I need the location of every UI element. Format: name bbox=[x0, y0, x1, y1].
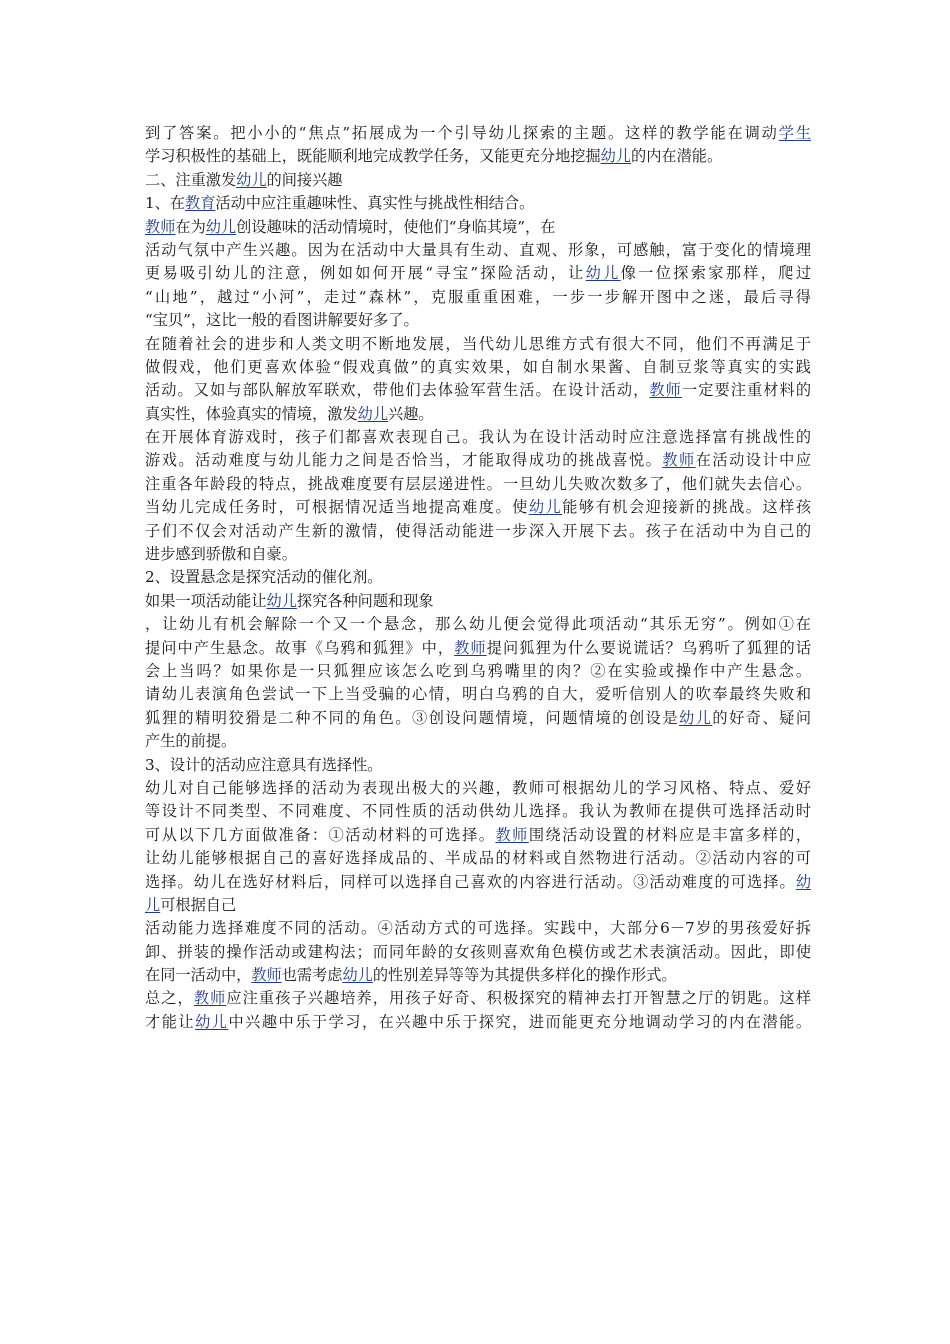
text-run: 围绕活动设置的材料应是丰富多样的， bbox=[528, 825, 811, 844]
text-line bbox=[145, 871, 811, 894]
text-run: 幼儿对自己能够选择的活动为表现出极大的兴趣，教师可根据幼儿的学习风格、特点、爱好 bbox=[145, 778, 811, 797]
text-line bbox=[145, 847, 811, 870]
keyword-link[interactable]: 幼儿 bbox=[205, 217, 237, 236]
text-run: 会上当吗？如果你是一只狐狸应该怎么吃到乌鸦嘴里的肉？②在实验或操作中产生悬念。 bbox=[145, 661, 811, 680]
text-line bbox=[145, 590, 811, 613]
text-run: 创设趣味的活动情境时，使他们“身临其境”，在 bbox=[236, 217, 556, 236]
text-run: ，让幼儿有机会解除一个又一个悬念，那么幼儿便会觉得此项活动“其乐无穷”。例如①在 bbox=[145, 615, 811, 634]
text-run: 3、设计的活动应注意具有选择性。 bbox=[145, 755, 383, 774]
text-line bbox=[145, 754, 811, 777]
keyword-link[interactable]: 幼儿 bbox=[528, 498, 563, 517]
text-run: 1、在 bbox=[145, 194, 186, 213]
document-body bbox=[145, 122, 811, 1034]
text-run: 可根据自己 bbox=[160, 895, 237, 914]
keyword-link[interactable]: 幼儿 bbox=[342, 966, 373, 985]
text-line bbox=[145, 496, 811, 519]
text-line bbox=[145, 145, 811, 168]
text-run: 中兴趣中乐于学习，在兴趣中乐于探究，进而能更充分地调动学习的内在潜能。 bbox=[228, 1012, 811, 1031]
text-run: 2、设置悬念是探究活动的催化剂。 bbox=[145, 568, 383, 587]
text-run: “宝贝”，这比一般的看图讲解要好多了。 bbox=[145, 311, 419, 330]
text-run: 让幼儿能够根据自己的喜好选择成品的、半成品的材料或自然物进行活动。②活动内容的可 bbox=[145, 849, 811, 868]
keyword-link[interactable]: 学生 bbox=[778, 124, 812, 142]
text-run: 像一位探索家那样，爬过 bbox=[620, 264, 812, 283]
text-line bbox=[145, 941, 811, 964]
text-line bbox=[145, 707, 811, 730]
text-run: 在活动设计中应 bbox=[695, 451, 811, 470]
text-run: 当幼儿完成任务时，可根据情况适当地提高难度。使 bbox=[145, 498, 529, 517]
text-line bbox=[145, 239, 811, 262]
text-line bbox=[145, 473, 811, 496]
keyword-link[interactable]: 教师 bbox=[251, 966, 282, 985]
text-line bbox=[145, 917, 811, 940]
text-line bbox=[145, 403, 811, 426]
text-line bbox=[145, 379, 811, 402]
keyword-link[interactable]: 教师 bbox=[495, 825, 529, 844]
text-run: 做假戏，他们更喜欢体验“假戏真做”的真实效果，如自制水果酱、自制豆浆等真实的实践 bbox=[145, 357, 811, 376]
text-run: 的内在潜能。 bbox=[631, 147, 723, 166]
keyword-link[interactable]: 幼儿 bbox=[357, 404, 388, 423]
text-line bbox=[145, 520, 811, 543]
text-run: 提问狐狸为什么要说谎话？乌鸦听了狐狸的话 bbox=[486, 638, 812, 657]
keyword-link[interactable]: 幼儿 bbox=[236, 170, 267, 189]
text-run: 的间接兴趣 bbox=[266, 170, 343, 189]
text-run: 兴趣。 bbox=[388, 404, 434, 423]
text-line bbox=[145, 356, 811, 379]
text-run: 的好奇、疑问 bbox=[712, 708, 811, 727]
text-line bbox=[145, 192, 811, 215]
keyword-link[interactable]: 儿 bbox=[145, 895, 161, 914]
text-run: 总之， bbox=[145, 989, 194, 1008]
text-line bbox=[145, 964, 811, 987]
text-line bbox=[145, 683, 811, 706]
text-line bbox=[145, 777, 811, 800]
text-run: 真实性，体验真实的情境，激发 bbox=[145, 404, 358, 423]
keyword-link[interactable]: 教师 bbox=[454, 638, 487, 657]
text-run: 也需考虑 bbox=[281, 966, 343, 985]
keyword-link[interactable]: 幼儿 bbox=[679, 708, 713, 727]
text-line bbox=[145, 730, 811, 753]
text-run: 更易吸引幼儿的注意，例如如何开展“寻宝”探险活动，让 bbox=[145, 264, 586, 283]
text-line bbox=[145, 987, 811, 1010]
keyword-link[interactable]: 幼儿 bbox=[585, 264, 621, 283]
text-run: 活动。又如与部队解放军联欢，带他们去体验军营生活。在设计活动， bbox=[145, 381, 650, 400]
text-run: 提问中产生悬念。故事《乌鸦和狐狸》中， bbox=[145, 638, 455, 657]
text-run: 卸、拼装的操作活动或建构法；而同年龄的女孩则喜欢角色模仿或艺术表演活动。因此，即使 bbox=[145, 942, 811, 961]
text-line bbox=[145, 262, 811, 285]
text-line bbox=[145, 637, 811, 660]
keyword-link[interactable]: 教师 bbox=[662, 451, 696, 470]
text-run: 的性别差异等等为其提供多样化的操作形式。 bbox=[372, 966, 677, 985]
text-run: 一定要注重材料的 bbox=[681, 381, 812, 400]
text-run: 狐狸的精明狡猾是二种不同的角色。③创设问题情境，问题情境的创设是 bbox=[145, 708, 679, 727]
text-run: 如果一项活动能让 bbox=[145, 591, 267, 610]
text-run: 探究各种问题和现象 bbox=[296, 591, 434, 610]
text-line bbox=[145, 122, 811, 145]
text-line bbox=[145, 216, 811, 239]
keyword-link[interactable]: 幼 bbox=[795, 872, 811, 891]
text-line bbox=[145, 449, 811, 472]
text-run: 二、注重激发 bbox=[145, 170, 237, 189]
text-line bbox=[145, 426, 811, 449]
text-run: 在随着社会的进步和人类文明不断地发展，当代幼儿思维方式有很大不同，他们不再满足于 bbox=[145, 334, 811, 353]
text-line bbox=[145, 543, 811, 566]
keyword-link[interactable]: 幼儿 bbox=[600, 147, 631, 166]
text-line bbox=[145, 309, 811, 332]
text-run: 注重各年龄段的特点，挑战难度要有层层递进性。一旦幼儿失败次数多了，他们就失去信心。 bbox=[145, 474, 811, 493]
text-run: 能够有机会迎接新的挑战。这样孩 bbox=[562, 498, 811, 517]
text-run: 在同一活动中， bbox=[145, 966, 252, 985]
text-line bbox=[145, 660, 811, 683]
text-line bbox=[145, 800, 811, 823]
text-run: 才能让 bbox=[145, 1012, 196, 1031]
text-line bbox=[145, 613, 811, 636]
keyword-link[interactable]: 幼儿 bbox=[266, 591, 297, 610]
text-run: “山地”，越过“小河”，走过“森林”，克服重重困难，一步一步解开图中之迷，最后寻得 bbox=[145, 287, 811, 306]
text-run: 到了答案。把小小的“焦点”拓展成为一个引导幼儿探索的主题。这样的教学能在调动 bbox=[145, 124, 779, 142]
keyword-link[interactable]: 教师 bbox=[145, 217, 176, 236]
text-run: 在开展体育游戏时，孩子们都喜欢表现自己。我认为在设计活动时应注意选择富有挑战性的 bbox=[145, 428, 811, 447]
text-line bbox=[145, 333, 811, 356]
text-run: 在为 bbox=[175, 217, 206, 236]
text-run: 选择。幼儿在选好材料后，同样可以选择自己喜欢的内容进行活动。③活动难度的可选择。 bbox=[145, 872, 796, 891]
text-line bbox=[145, 824, 811, 847]
text-line bbox=[145, 286, 811, 309]
text-run: 进步感到骄傲和自豪。 bbox=[145, 545, 297, 564]
text-line bbox=[145, 169, 811, 192]
keyword-link[interactable]: 教师 bbox=[649, 381, 682, 400]
text-run: 可从以下几方面做准备：①活动材料的可选择。 bbox=[145, 825, 496, 844]
text-line bbox=[145, 894, 811, 917]
text-run: 学习积极性的基础上，既能顺利地完成教学任务，又能更充分地挖掘 bbox=[145, 147, 601, 166]
text-run: 应注重孩子兴趣培养，用孩子好奇、积极探究的精神去打开智慧之厅的钥匙。这样 bbox=[226, 989, 812, 1008]
text-run: 子们不仅会对活动产生新的激情，使得活动能进一步深入开展下去。孩子在活动中为自己的 bbox=[145, 521, 811, 540]
text-run: 游戏。活动难度与幼儿能力之间是否恰当，才能取得成功的挑战喜悦。 bbox=[145, 451, 663, 470]
keyword-link[interactable]: 幼儿 bbox=[195, 1012, 229, 1031]
text-run: 等设计不同类型、不同难度、不同性质的活动供幼儿选择。我认为教师在提供可选择活动时 bbox=[145, 802, 811, 821]
keyword-link[interactable]: 教师 bbox=[193, 989, 227, 1008]
text-run: 产生的前提。 bbox=[145, 732, 237, 751]
text-line bbox=[145, 566, 811, 589]
keyword-link[interactable]: 教育 bbox=[185, 194, 216, 213]
text-line bbox=[145, 1011, 811, 1034]
text-run: 活动能力选择难度不同的活动。④活动方式的可选择。实践中，大部分6－7岁的男孩爱好拆 bbox=[145, 919, 811, 938]
text-run: 活动气氛中产生兴趣。因为在活动中大量具有生动、直观、形象，可感触，富于变化的情境理 bbox=[145, 240, 811, 259]
text-run: 请幼儿表演角色尝试一下上当受骗的心情，明白乌鸦的自大，爱听信别人的吹奉最终失败和 bbox=[145, 685, 811, 704]
text-run: 活动中应注重趣味性、真实性与挑战性相结合。 bbox=[215, 194, 535, 213]
